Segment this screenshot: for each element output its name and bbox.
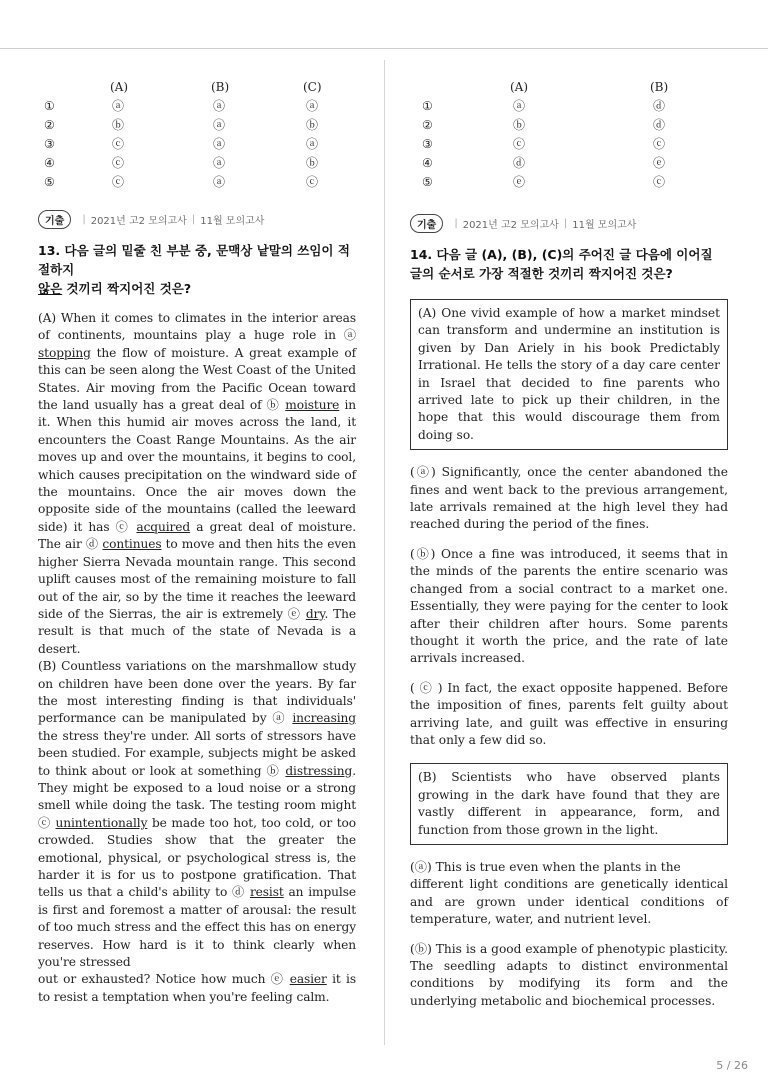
underlined-word: easier xyxy=(289,972,327,987)
passage-a xyxy=(38,310,356,658)
column-divider xyxy=(384,60,385,1045)
passage-text: different light conditions are genetically identical and are grown under identical conditions of temperature, water, and nutrient level. xyxy=(410,877,728,927)
question-number: 14. xyxy=(410,247,433,262)
answer-header: (B) xyxy=(211,80,230,94)
passage-option-b: (ⓑ) This is a good example of phenotypic plasticity. The seedling adapts to distinct environmental conditions by modifying its form and the underlying metabolic and biochemical processes. xyxy=(410,941,728,1008)
answer-table-q12 xyxy=(38,78,356,192)
past-exam-badge: 기출 xyxy=(38,210,71,229)
source-tag xyxy=(38,210,356,229)
choice-number[interactable]: ② xyxy=(44,118,55,132)
source-tag xyxy=(410,214,728,233)
answer-cell: ⓒ xyxy=(112,137,125,151)
answer-cell: ⓑ xyxy=(306,118,319,132)
exam-year: 2021년 고2 모의고사 xyxy=(462,220,559,231)
choice-number[interactable]: ① xyxy=(422,99,433,113)
right-column xyxy=(410,78,728,1010)
answer-cell: ⓓ xyxy=(653,99,666,113)
passage-13 xyxy=(38,310,356,1006)
question-emphasis: 않은 xyxy=(38,281,63,296)
tag-separator: | xyxy=(563,218,568,229)
answer-header-row xyxy=(38,78,356,97)
underlined-word: increasing xyxy=(292,711,356,726)
answer-row[interactable] xyxy=(38,116,356,135)
answer-row[interactable] xyxy=(38,154,356,173)
answer-cell: ⓑ xyxy=(513,118,526,132)
exam-year: 2021년 고2 모의고사 xyxy=(90,216,187,227)
passage-text: an impulse is first and foremost a matter of arousal: the result of too much stress and the effect this has on energy reserves. How hard is it to think clearly when you're stressed xyxy=(38,885,357,970)
question-text: 다음 글 (A), (B), (C)의 주어진 글 다음에 이어질 글의 순서로 가장 적절한 것끼리 짝지어진 것은? xyxy=(410,247,713,281)
answer-cell: ⓐ xyxy=(213,156,226,170)
answer-cell: ⓒ xyxy=(112,156,125,170)
underlined-word: acquired xyxy=(136,519,191,534)
answer-cell: ⓒ xyxy=(306,175,319,189)
underlined-word: unintentionally xyxy=(55,815,148,830)
answer-row[interactable] xyxy=(38,97,356,116)
answer-cell: ⓒ xyxy=(112,175,125,189)
question-text: 다음 글의 밑줄 친 부분 중, 문맥상 낱말의 쓰임이 적절하지 xyxy=(38,243,350,277)
answer-cell: ⓑ xyxy=(306,156,319,170)
exam-month: 11월 모의고사 xyxy=(200,216,265,227)
answer-cell: ⓒ xyxy=(513,137,526,151)
question-text: 것끼리 짝지어진 것은? xyxy=(62,281,192,296)
passage-text: the flow of moisture. A great example of this can be seen along the West Coast of the United States. Air moving from the Pacific Ocean toward the land usually has a great deal of ⓑ xyxy=(38,345,356,413)
question-13-title xyxy=(38,241,356,298)
answer-cell: ⓓ xyxy=(513,156,526,170)
underlined-word: dry xyxy=(305,606,325,621)
passage-text: (B) Countless variations on the marshmallow study on children have been done over the years. By far the most interesting finding is that individuals' performance can be manipulated by ⓐ xyxy=(38,659,356,726)
underlined-word: stopping xyxy=(38,345,91,360)
answer-cell: ⓔ xyxy=(653,156,666,170)
tag-separator: | xyxy=(82,214,86,225)
given-passage-a-box: (A) One vivid example of how a market mindset can transform and undermine an institution is given by Dan Ariely in his book Predictably Irrational. He tells the story of a day care center in Israel that decided to fine parents who arrived late to pick up their children, in the hope that this would discourage them from doing so. xyxy=(410,299,728,450)
exam-month: 11월 모의고사 xyxy=(572,220,637,231)
tag-separator: | xyxy=(454,218,458,229)
choice-number[interactable]: ⑤ xyxy=(44,175,55,189)
answer-table-q13 xyxy=(410,78,728,192)
answer-row[interactable] xyxy=(38,135,356,154)
passage-option-a xyxy=(410,859,728,929)
passage-text: in it. When this humid air moves across the land, it encounters the Coast Range Mountains. As the air moves up and over the mountains, it begins to cool, which causes precipitation on the windward side of the mountains. Once the air moves down the opposite side of the mountains (called the leeward side) it has ⓒ xyxy=(38,398,356,534)
answer-cell: ⓐ xyxy=(112,99,125,113)
answer-row[interactable] xyxy=(38,173,356,192)
choice-number[interactable]: ② xyxy=(422,118,433,132)
tag-separator: | xyxy=(191,214,196,225)
underlined-word: continues xyxy=(102,537,162,552)
answer-cell: ⓐ xyxy=(306,137,319,151)
past-exam-badge: 기출 xyxy=(410,214,443,233)
choice-number[interactable]: ⑤ xyxy=(422,175,433,189)
passage-text: (A) When it comes to climates in the interior areas of continents, mountains play a huge role in ⓐ xyxy=(38,311,356,343)
answer-row[interactable] xyxy=(410,135,728,154)
answer-header: (A) xyxy=(110,80,129,94)
answer-cell: ⓐ xyxy=(213,118,226,132)
answer-row[interactable] xyxy=(410,173,728,192)
answer-header: (C) xyxy=(303,80,322,94)
answer-cell: ⓒ xyxy=(653,137,666,151)
passage-option-a: (ⓐ) Significantly, once the center abandoned the fines and went back to the previous arrangement, late arrivals remained at the high level they had reached during the period of the fines. xyxy=(410,465,728,532)
passage-b xyxy=(38,658,356,971)
answer-cell: ⓐ xyxy=(213,175,226,189)
passage-text: to move and then hits the even higher Sierra Nevada mountain range. This second uplift causes most of the remaining moisture to fall out of the air, so by the time it reaches the leeward side of the Sierras, the air is extremely ⓔ xyxy=(38,537,356,621)
choice-number[interactable]: ③ xyxy=(422,137,433,151)
passage-text: . The result is that much of the state of Nevada is a desert. xyxy=(38,606,356,656)
answer-cell: ⓐ xyxy=(213,99,226,113)
answer-header: (B) xyxy=(650,80,669,94)
choice-number[interactable]: ③ xyxy=(44,137,55,151)
passage-text: it is to resist a temptation when you're feeling calm. xyxy=(38,972,356,1004)
answer-cell: ⓐ xyxy=(213,137,226,151)
passage-b-continued xyxy=(38,971,356,1006)
answer-cell: ⓑ xyxy=(112,118,125,132)
given-passage-b-box: (B) Scientists who have observed plants growing in the dark have found that they are vastly different in appearance, form, and function from those grown in the light. xyxy=(410,763,728,845)
passage-text: a great deal of moisture. The air ⓓ xyxy=(38,519,356,552)
underlined-word: distressing xyxy=(285,763,353,778)
header-rule xyxy=(0,48,768,49)
page-number: 5 / 26 xyxy=(716,1059,748,1072)
underlined-word: resist xyxy=(249,885,284,900)
passage-text: the stress they're under. All sorts of stressors have been studied. For example, subjects might be asked to think about or look at something ⓑ xyxy=(38,728,356,778)
choice-number[interactable]: ④ xyxy=(44,156,55,170)
answer-cell: ⓐ xyxy=(513,99,526,113)
question-number: 13. xyxy=(38,243,61,258)
passage-option-b: (ⓑ) Once a fine was introduced, it seems that in the minds of the parents the entire scenario was changed from a social contract to a market one. Essentially, they were paying for the center to look after their children after hours. Some parents thought it worth the price, and the rate of late arrivals increased. xyxy=(410,546,728,666)
answer-cell: ⓐ xyxy=(306,99,319,113)
answer-row[interactable] xyxy=(410,154,728,173)
passage-text: out or exhausted? Notice how much ⓔ xyxy=(38,972,290,987)
passage-option-c: ( ⓒ ) In fact, the exact opposite happened. Before the imposition of fines, parents felt guilty about arriving late, and guilt was effective in ensuring that only a few did so. xyxy=(410,680,728,747)
answer-header-row xyxy=(410,78,728,97)
underlined-word: moisture xyxy=(285,398,340,413)
answer-row[interactable] xyxy=(410,116,728,135)
answer-row[interactable] xyxy=(410,97,728,116)
answer-header: (A) xyxy=(510,80,529,94)
passage-text: . They might be exposed to a loud noise or a strong smell while doing the task. The testing room might ⓒ xyxy=(38,763,356,830)
choice-number[interactable]: ① xyxy=(44,99,55,113)
passage-text: be made too hot, too cold, or too crowded. Studies show that the greater the emotional, physical, or psychological stress is, the harder it is for us to postpone gratification. That tells us that a child's ability to ⓓ xyxy=(38,815,356,900)
answer-cell: ⓔ xyxy=(513,175,526,189)
left-column xyxy=(38,78,356,1006)
question-14-title xyxy=(410,245,728,283)
choice-number[interactable]: ④ xyxy=(422,156,433,170)
answer-cell: ⓒ xyxy=(653,175,666,189)
answer-cell: ⓓ xyxy=(653,118,666,132)
passage-line: (ⓐ) This is true even when the plants in the xyxy=(410,859,681,874)
